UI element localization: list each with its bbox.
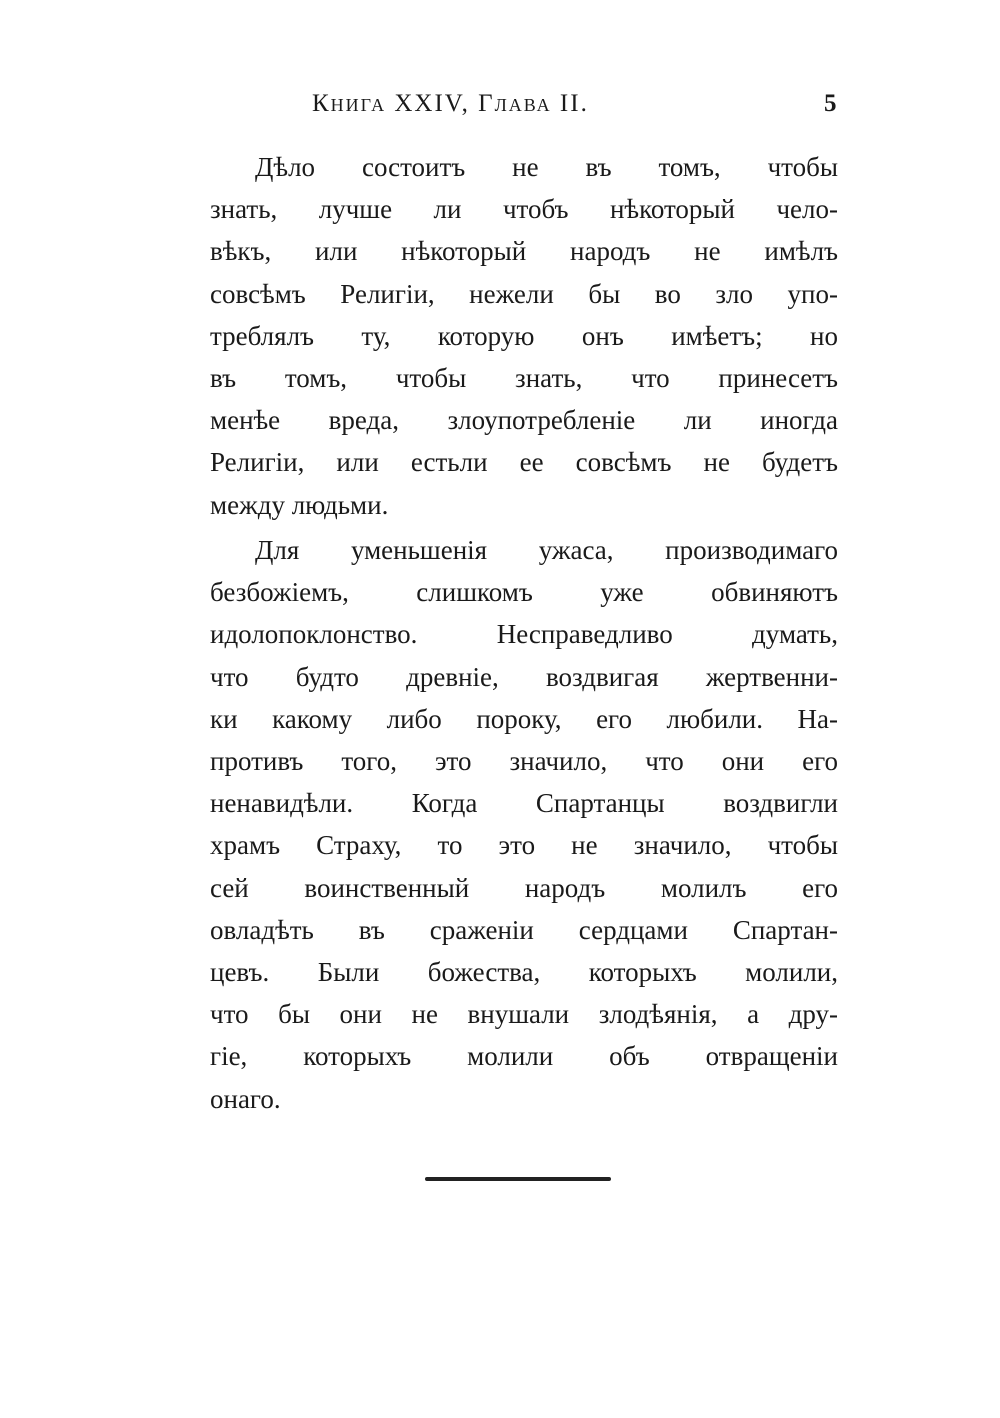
text-line: знать, лучше ли чтобъ нѣкоторый чело- — [210, 194, 838, 225]
text-line: противъ того, это значило, что они его — [210, 746, 838, 776]
text-line: гіе, которыхъ молили объ отвращеніи — [210, 1041, 838, 1072]
text-line: безбожіемъ, слишкомъ уже обвиняютъ — [210, 577, 838, 608]
text-line: между людьми. — [210, 489, 389, 520]
text-line: вѣкъ, или нѣкоторый народъ не имѣлъ — [210, 236, 838, 267]
text-line: что бы они не внушали злодѣянія, а дру- — [210, 999, 838, 1030]
text-line: ки какому либо пороку, его любили. На- — [210, 703, 838, 734]
text-line: сей воинственный народъ молилъ его — [210, 872, 838, 903]
text-line: совсѣмъ Религіи, нежели бы во зло упо- — [210, 278, 838, 309]
text-line: Дѣло состоитъ не въ томъ, чтобы — [255, 152, 838, 182]
running-header — [0, 90, 1000, 126]
page-number: 5 — [824, 90, 837, 117]
text-line: онаго. — [210, 1083, 281, 1114]
text-line: въ томъ, чтобы знать, что принесетъ — [210, 363, 838, 393]
text-line: что будто древніе, воздвигая жертвенни- — [210, 661, 838, 692]
text-line: треблялъ ту, которую онъ имѣетъ; но — [210, 320, 838, 351]
text-line: ненавидѣли. Когда Спартанцы воздвигли — [210, 788, 838, 819]
running-title: Книга XXIV, Глава II. — [312, 90, 589, 117]
text-line: Для уменьшенія ужаса, производимаго — [255, 535, 838, 565]
text-line: идолопоклонство. Несправедливо думать, — [210, 619, 838, 650]
text-line: цевъ. Были божества, которыхъ молили, — [210, 957, 838, 987]
text-line: Религіи, или естьли ее совсѣмъ не будетъ — [210, 447, 838, 478]
end-rule-divider — [425, 1177, 611, 1181]
text-line: овладѣть въ сраженіи сердцами Спартан- — [210, 914, 838, 945]
text-line: храмъ Страху, то это не значило, чтобы — [210, 830, 838, 861]
text-line: менѣе вреда, злоупотребленіе ли иногда — [210, 405, 838, 436]
